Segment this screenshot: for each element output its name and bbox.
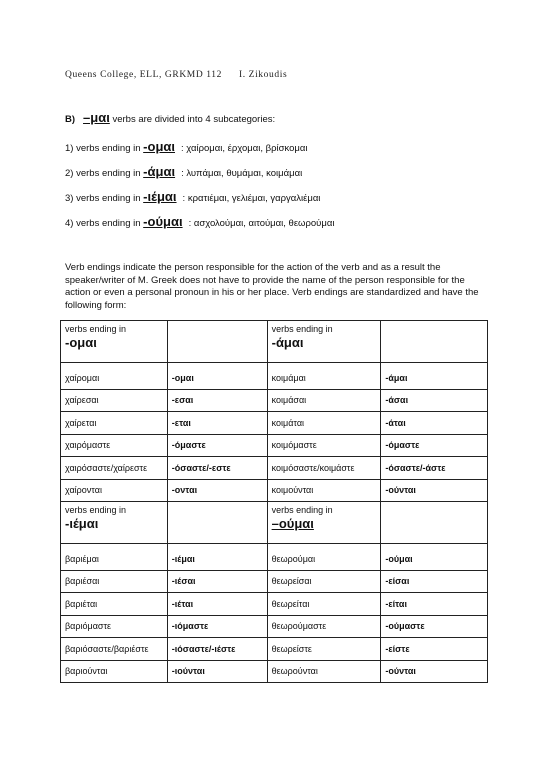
verb-form-cell: χαιρόσαστε/χαίρεστε — [61, 457, 168, 480]
header-ending: -άμαι — [271, 335, 304, 350]
table-row — [61, 615, 488, 638]
verb-form-cell: κοιμούνται — [267, 479, 381, 502]
ending-cell: -είται — [381, 593, 488, 616]
subcategory-item — [65, 164, 302, 179]
ending-cell: -ούμαι — [381, 544, 488, 571]
verb-form-cell: χαίρομαι — [61, 363, 168, 390]
subcategory-item — [65, 189, 320, 204]
ending-cell: -άσαι — [381, 389, 488, 412]
ending-cell: -όσαστε/-άστε — [381, 457, 488, 480]
verb-form-cell: κοιμόμαστε — [267, 434, 381, 457]
verb-form-cell: βαριέται — [61, 593, 168, 616]
verb-form-cell: χαίρονται — [61, 479, 168, 502]
ending-cell: -όσαστε/-εστε — [167, 457, 267, 480]
verb-form-cell: θεωρούμαστε — [267, 615, 381, 638]
verb-form-cell: κοιμόσαστε/κοιμάστε — [267, 457, 381, 480]
section-ending: –μαι — [83, 110, 110, 125]
subcategory-item — [65, 139, 308, 154]
ending-cell: -ούμαστε — [381, 615, 488, 638]
verb-form-cell: θεωρούμαι — [267, 544, 381, 571]
verb-form-cell: βαριόμαστε — [61, 615, 168, 638]
verb-form-cell: βαριούνται — [61, 660, 168, 683]
table-row — [61, 660, 488, 683]
table-row — [61, 434, 488, 457]
header-ending: -ομαι — [65, 335, 97, 350]
ending-cell: -ούνται — [381, 479, 488, 502]
header-cell — [381, 502, 488, 544]
ending-cell: -εσαι — [167, 389, 267, 412]
page-header — [65, 70, 287, 80]
author-name: I. Zikoudis — [238, 70, 288, 80]
verb-form-cell: θεωρούνται — [267, 660, 381, 683]
subcategory-item — [65, 214, 334, 229]
subcategory-ending: -ούμαι — [143, 214, 183, 229]
table-row — [61, 544, 488, 571]
header-cell — [167, 321, 267, 363]
table-row — [61, 363, 488, 390]
ending-cell: -είσαι — [381, 570, 488, 593]
table-row — [61, 457, 488, 480]
table-section-header — [61, 321, 488, 363]
subcategory-prefix: 2) verbs ending in — [65, 168, 144, 179]
subcategory-prefix: 3) verbs ending in — [65, 193, 144, 204]
table-row — [61, 412, 488, 435]
verb-form-cell: χαιρόμαστε — [61, 434, 168, 457]
table-section-header — [61, 502, 488, 544]
section-heading — [65, 110, 275, 125]
header-label: verbs ending in — [271, 324, 333, 334]
header-cell — [61, 321, 168, 363]
explanation-paragraph: Verb endings indicate the person responsible for the action of the verb and as a result the speaker/writer of M. Greek does not have to provide the name of the person responsible for the action or even a personal pronoun in his or her place. Verb endings are standardized and have the following form: — [65, 262, 479, 311]
subcategory-examples: : χαίρομαι, έρχομαι, βρίσκομαι — [181, 143, 308, 154]
ending-cell: -ιόμαστε — [167, 615, 267, 638]
subcategory-examples: : λυπάμαι, θυμάμαι, κοιμάμαι — [181, 168, 303, 179]
ending-cell: -άται — [381, 412, 488, 435]
table-row — [61, 570, 488, 593]
table-row — [61, 593, 488, 616]
ending-cell: -άμαι — [381, 363, 488, 390]
subcategory-prefix: 4) verbs ending in — [65, 218, 144, 229]
subcategory-ending: -ομαι — [143, 139, 175, 154]
table-row — [61, 479, 488, 502]
header-ending: -ιέμαι — [65, 516, 99, 531]
verb-form-cell: βαριέσαι — [61, 570, 168, 593]
section-label: B) — [65, 114, 76, 125]
ending-cell: -ονται — [167, 479, 267, 502]
verb-form-cell: βαριόσαστε/βαριέστε — [61, 638, 168, 661]
verb-form-cell: κοιμάσαι — [267, 389, 381, 412]
verb-form-cell: χαίρεται — [61, 412, 168, 435]
ending-cell: -είστε — [381, 638, 488, 661]
header-cell — [61, 502, 168, 544]
verb-form-cell: κοιμάται — [267, 412, 381, 435]
table-row — [61, 638, 488, 661]
subcategory-prefix: 1) verbs ending in — [65, 143, 144, 154]
ending-cell: -εται — [167, 412, 267, 435]
verb-form-cell: θεωρείται — [267, 593, 381, 616]
verb-form-cell: κοιμάμαι — [267, 363, 381, 390]
subcategory-ending: -ιέμαι — [143, 189, 177, 204]
ending-cell: -ιέμαι — [167, 544, 267, 571]
subcategory-examples: : ασχολούμαι, αιτούμαι, θεωρούμαι — [188, 218, 335, 229]
header-label: verbs ending in — [65, 505, 127, 515]
ending-cell: -ομαι — [167, 363, 267, 390]
ending-cell: -ιέται — [167, 593, 267, 616]
verb-form-cell: βαριέμαι — [61, 544, 168, 571]
ending-cell: -ιόσαστε/-ιέστε — [167, 638, 267, 661]
header-cell — [167, 502, 267, 544]
header-cell — [267, 502, 381, 544]
header-cell — [381, 321, 488, 363]
ending-cell: -ιέσαι — [167, 570, 267, 593]
ending-cell: -ιούνται — [167, 660, 267, 683]
course-title: Queens College, ELL, GRKMD 112 — [65, 70, 222, 80]
verb-form-cell: θεωρείσαι — [267, 570, 381, 593]
header-label: verbs ending in — [65, 324, 127, 334]
header-label: verbs ending in — [271, 505, 333, 515]
subcategory-examples: : κρατιέμαι, γελιέμαι, γαργαλιέμαι — [182, 193, 321, 204]
subcategory-ending: -άμαι — [143, 164, 176, 179]
ending-cell: -όμαστε — [167, 434, 267, 457]
header-cell — [267, 321, 381, 363]
table-row — [61, 389, 488, 412]
ending-cell: -ούνται — [381, 660, 488, 683]
verb-form-cell: θεωρείστε — [267, 638, 381, 661]
verb-form-cell: χαίρεσαι — [61, 389, 168, 412]
header-ending: –ούμαι — [271, 516, 314, 531]
section-heading-text: verbs are divided into 4 subcategories: — [109, 114, 276, 125]
ending-cell: -όμαστε — [381, 434, 488, 457]
verb-endings-table — [60, 320, 488, 683]
